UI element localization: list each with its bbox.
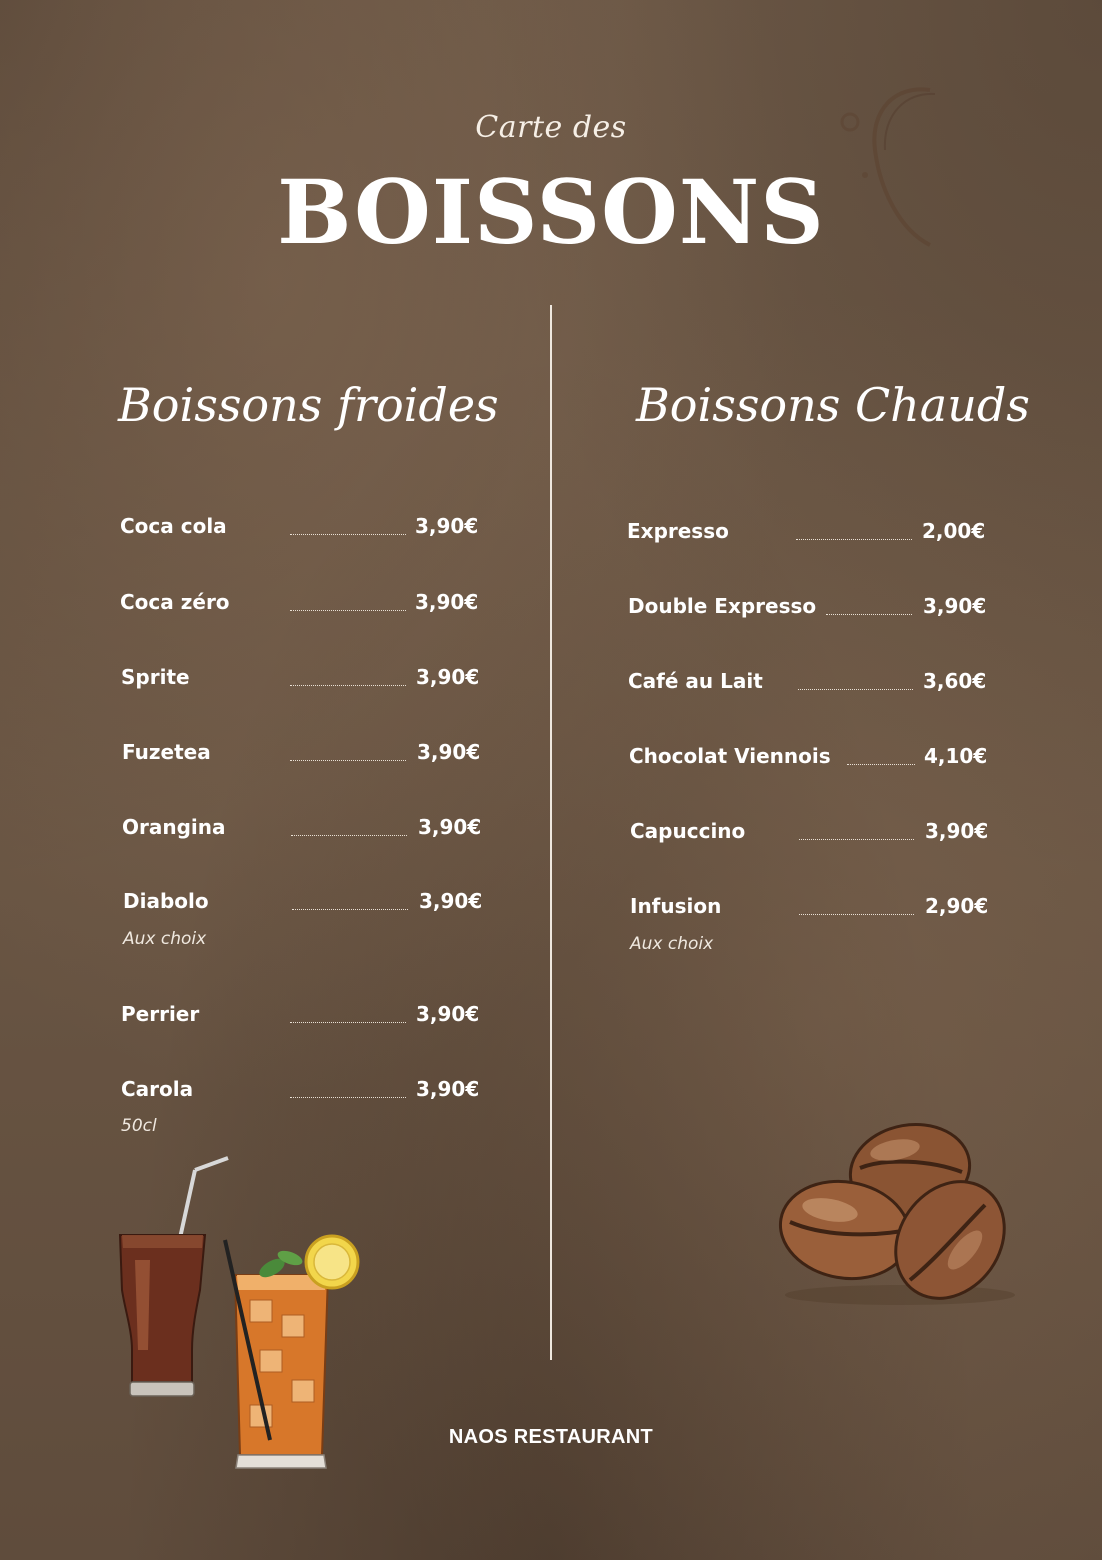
dotted-leader	[847, 764, 915, 765]
item-price: 3,90€	[417, 740, 481, 764]
item-note: Aux choix	[630, 934, 714, 954]
dotted-leader	[290, 1022, 406, 1023]
dotted-leader	[799, 914, 914, 915]
dotted-leader	[796, 539, 912, 540]
item-price: 3,90€	[416, 1077, 480, 1101]
item-price: 3,90€	[416, 1002, 480, 1026]
hot-drinks-heading: Boissons Chauds	[636, 378, 1030, 432]
menu-item	[121, 1077, 481, 1107]
menu-item	[121, 665, 481, 695]
menu-item	[120, 590, 480, 620]
item-name: Double Expresso	[628, 594, 817, 618]
menu-title: BOISSONS	[277, 160, 825, 264]
dotted-leader	[292, 909, 408, 910]
menu-item	[629, 744, 989, 774]
item-name: Coca cola	[120, 514, 227, 538]
dotted-leader	[798, 689, 913, 690]
menu-item	[630, 894, 990, 924]
item-name: Café au Lait	[628, 669, 763, 693]
item-price: 3,60€	[923, 669, 987, 693]
item-name: Infusion	[630, 894, 722, 918]
item-note: 50cl	[121, 1116, 157, 1136]
item-price: 3,90€	[416, 665, 480, 689]
item-name: Fuzetea	[122, 740, 211, 764]
item-price: 3,90€	[419, 889, 483, 913]
menu-item	[120, 514, 480, 544]
item-note: Aux choix	[123, 929, 207, 949]
menu-item	[121, 1002, 481, 1032]
item-name: Sprite	[121, 665, 190, 689]
item-price: 3,90€	[415, 590, 479, 614]
dotted-leader	[290, 685, 406, 686]
item-price: 3,90€	[923, 594, 987, 618]
item-price: 3,90€	[415, 514, 479, 538]
cold-drinks-heading: Boissons froides	[118, 378, 499, 432]
menu-item	[122, 740, 482, 770]
menu-item	[628, 669, 988, 699]
menu-item	[122, 815, 482, 845]
dotted-leader	[290, 610, 406, 611]
item-name: Chocolat Viennois	[629, 744, 831, 768]
menu-item	[628, 594, 988, 624]
dotted-leader	[290, 1097, 406, 1098]
dotted-leader	[291, 835, 407, 836]
menu-item	[627, 519, 987, 549]
item-name: Diabolo	[123, 889, 209, 913]
item-name: Capuccino	[630, 819, 746, 843]
restaurant-name: NAOS RESTAURANT	[448, 1426, 654, 1448]
item-name: Coca zéro	[120, 590, 230, 614]
dotted-leader	[826, 614, 912, 615]
item-price: 4,10€	[924, 744, 988, 768]
item-price: 3,90€	[925, 819, 989, 843]
item-price: 2,00€	[922, 519, 986, 543]
item-price: 2,90€	[925, 894, 989, 918]
dotted-leader	[799, 839, 914, 840]
column-divider	[550, 305, 552, 1360]
menu-item	[123, 889, 483, 919]
menu-item	[630, 819, 990, 849]
dotted-leader	[290, 760, 406, 761]
item-name: Expresso	[627, 519, 729, 543]
item-name: Perrier	[121, 1002, 200, 1026]
item-price: 3,90€	[418, 815, 482, 839]
menu-subtitle: Carte des	[475, 110, 627, 145]
dotted-leader	[290, 534, 406, 535]
item-name: Orangina	[122, 815, 226, 839]
item-name: Carola	[121, 1077, 194, 1101]
coffee-beans-icon	[770, 1110, 1030, 1310]
